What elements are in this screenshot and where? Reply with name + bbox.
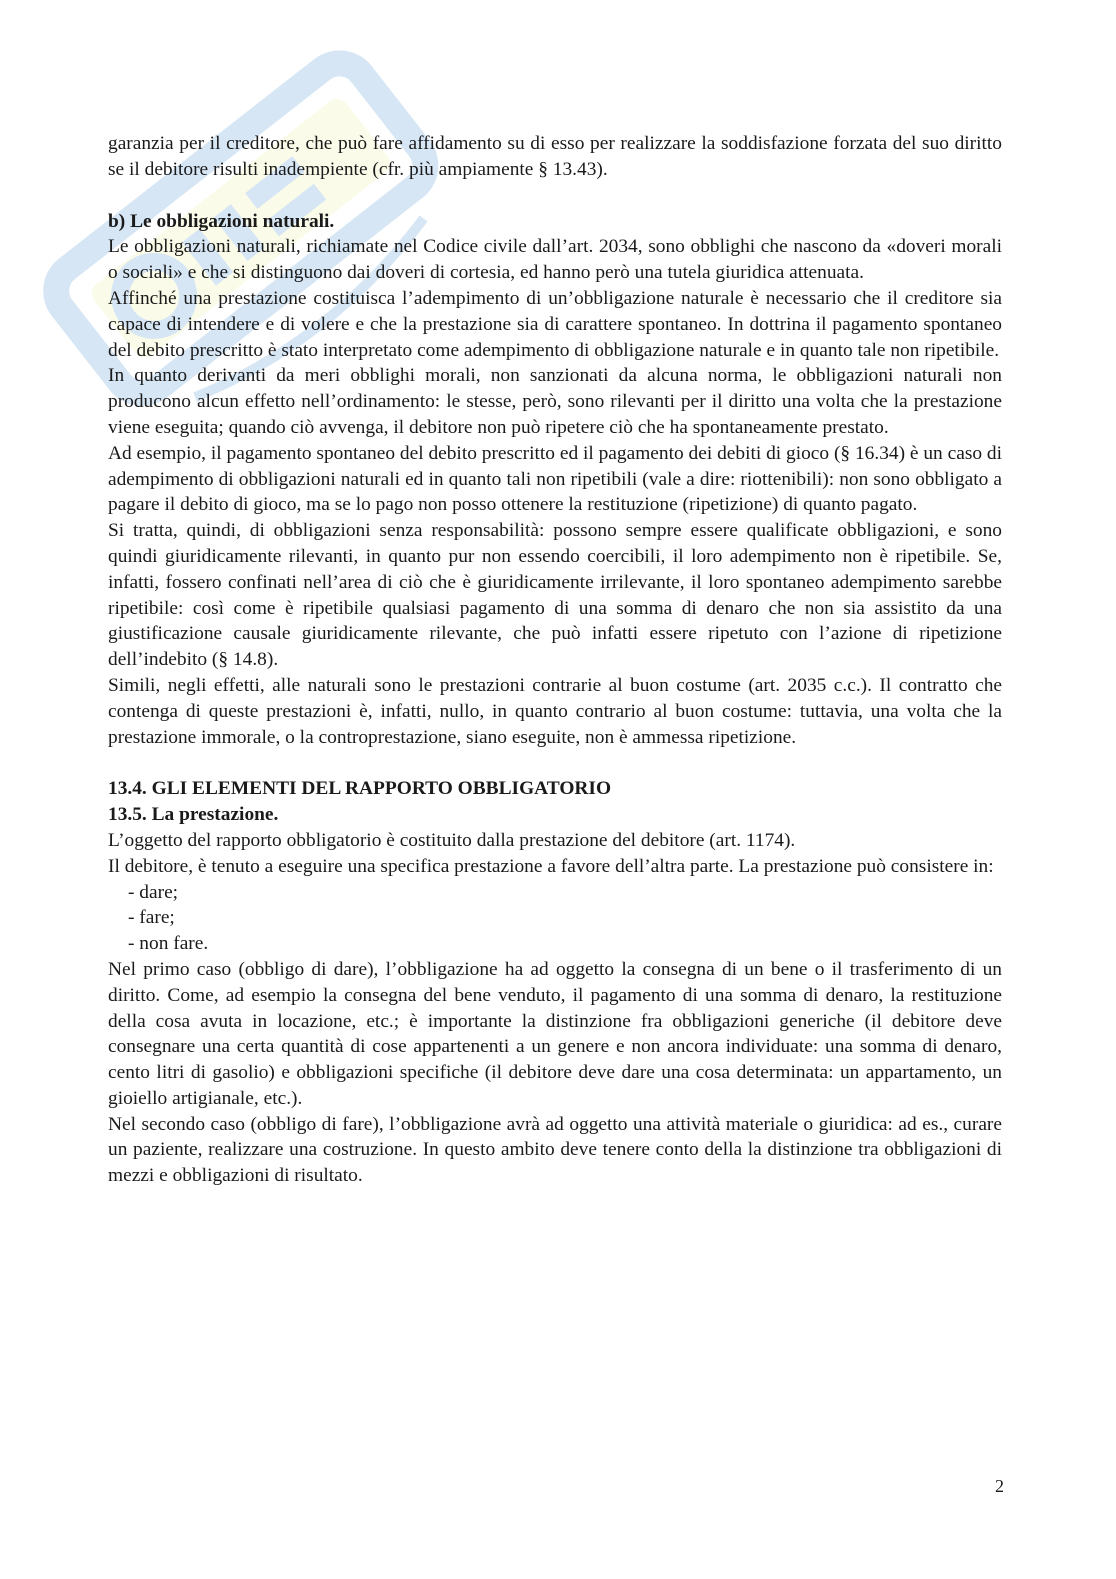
list-item: - fare; [128, 907, 175, 929]
document-body [108, 131, 1002, 1189]
heading-obbligazioni-naturali: b) Le obbligazioni naturali. [108, 210, 335, 232]
paragraph: Simili, negli effetti, alle naturali sono le prestazioni contrarie al buon costume (art. 2035 c.c.). Il contratto che contenga di queste prestazioni è, infatti, nullo, in quanto contrario al buon costume: tuttavia, una volta che la prestazione immorale, o la controprestazione, siano eseguite, non è ammessa ripetizione. [108, 674, 1002, 748]
paragraph-continued: garanzia per il creditore, che può fare affidamento su di esso per realizzare la soddisfazione forzata del suo diritto se il debitore risulti inadempiente (cfr. più ampiamente § 13.43). [108, 133, 1002, 180]
heading-prestazione: 13.5. La prestazione. [108, 804, 279, 826]
spacer [108, 183, 1002, 209]
list-item: - dare; [128, 881, 179, 903]
paragraph: Ad esempio, il pagamento spontaneo del debito prescritto ed il pagamento dei debiti di gioco (§ 16.34) è un caso di adempimento di obbligazioni naturali ed in quanto tali non ripetibili (vale a dire: riottenibili): non sono obbligato a pagare il debito di gioco, ma se lo pago non posso ottenere la restituzione (ripetizione) di quanto pagato. [108, 442, 1002, 516]
spacer [108, 750, 1002, 776]
paragraph: In quanto derivanti da meri obblighi morali, non sanzionati da alcuna norma, le obbligazioni naturali non producono alcun effetto nell’ordinamento: le stesse, però, sono rilevanti per il diritto una volta che la prestazione viene eseguita; quando ciò avvenga, il debitore non può ripetere ciò che ha spontaneamente prestato. [108, 365, 1002, 438]
prestazione-list [108, 880, 1002, 957]
paragraph: Nel primo caso (obbligo di dare), l’obbligazione ha ad oggetto la consegna di un bene o il trasferimento di un diritto. Come, ad esempio la consegna del bene venduto, il pagamento di una somma di denaro, la restituzione della cosa avuta in locazione, etc.; è importante la distinzione fra obbligazioni generiche (il debitore deve consegnare una certa quantità di cose appartenenti a un genere e non ancora individuate: una somma di denaro, cento litri di gasolio) e obbligazioni specifiche (il debitore deve dare una cosa determinata: un appartamento, un gioiello artigianale, etc.). [108, 958, 1002, 1109]
paragraph: Le obbligazioni naturali, richiamate nel Codice civile dall’art. 2034, sono obblighi che nascono da «doveri morali o sociali» e che si distinguono dai doveri di cortesia, ed hanno però una tutela giuridica attenuata. [108, 236, 1002, 284]
page-number: 2 [995, 1476, 1004, 1496]
paragraph: Affinché una prestazione costituisca l’adempimento di un’obbligazione naturale è necessario che il creditore sia capace di intendere e di volere e che la prestazione sia di carattere spontaneo. In dottrina il pagamento spontaneo del debito prescritto è stato interpretato come adempimento di obbligazione naturale e in quanto tale non ripetibile. [108, 287, 1002, 361]
heading-elementi-rapporto: 13.4. GLI ELEMENTI DEL RAPPORTO OBBLIGATORIO [108, 778, 612, 800]
paragraph: Si tratta, quindi, di obbligazioni senza responsabilità: possono sempre essere qualificate obbligazioni, e sono quindi giuridicamente rilevanti, in quanto pur non essendo coercibili, il loro adempimento non è ripetibile. Se, infatti, fossero confinati nell’area di ciò che è giuridicamente irrilevante, il loro spontaneo adempimento sarebbe ripetibile: così come è ripetibile qualsiasi pagamento di una somma di denaro che non sia assistito da una giustificazione causale giuridicamente rilevante, che può infatti essere ripetuto con l’azione di ripetizione dell’indebito (§ 14.8). [108, 520, 1002, 671]
paragraph: Nel secondo caso (obbligo di fare), l’obbligazione avrà ad oggetto una attività materiale o giuridica: ad es., curare un paziente, realizzare una costruzione. In questo ambito deve tenere conto della la distinzione tra obbligazioni di mezzi e obbligazioni di risultato. [108, 1113, 1002, 1187]
paragraph: L’oggetto del rapporto obbligatorio è costituito dalla prestazione del debitore (art. 1174). [108, 829, 796, 851]
paragraph: Il debitore, è tenuto a eseguire una specifica prestazione a favore dell’altra parte. La prestazione può consistere in: [108, 855, 994, 877]
list-item: - non fare. [128, 933, 209, 955]
